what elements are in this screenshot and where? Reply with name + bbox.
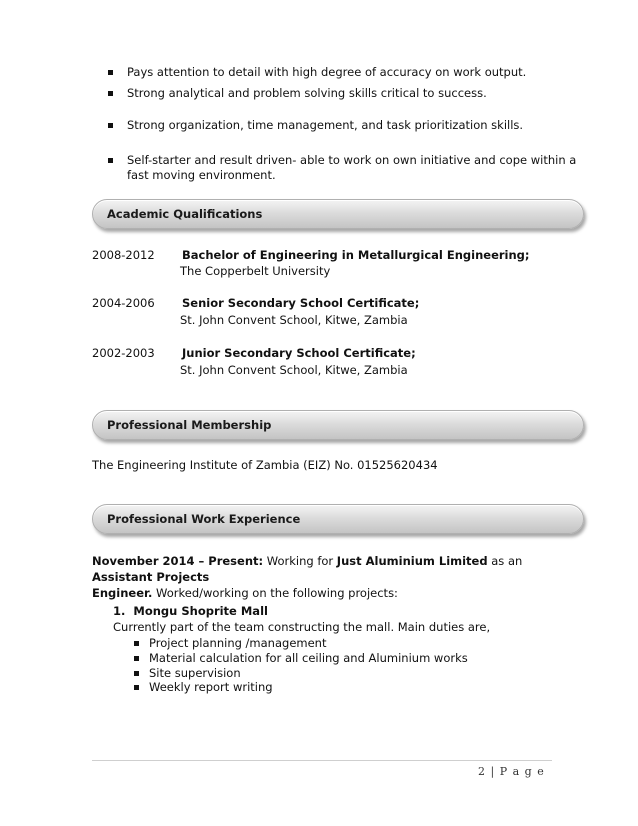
education-title: Junior Secondary School Certificate; bbox=[182, 346, 416, 360]
duty-item bbox=[134, 666, 241, 681]
skill-text: Pays attention to detail with high degree of accuracy on work output. bbox=[127, 65, 527, 79]
section-title: Professional Membership bbox=[107, 418, 272, 432]
experience-text: as an bbox=[487, 554, 523, 568]
skill-text: Strong organization, time management, and task prioritization skills. bbox=[127, 118, 524, 132]
page-number: 2 | P a g e bbox=[478, 765, 545, 778]
skill-text: Self-starter and result driven- able to work on own initiative and cope within a bbox=[127, 153, 577, 167]
experience-text: Working for bbox=[263, 554, 337, 568]
section-title: Professional Work Experience bbox=[107, 512, 301, 526]
experience-period: November 2014 – Present: bbox=[92, 554, 264, 568]
bullet-square-icon bbox=[108, 158, 113, 163]
bullet-square-icon bbox=[134, 685, 139, 690]
bullet-square-icon bbox=[134, 641, 139, 646]
membership-text: The Engineering Institute of Zambia (EIZ) No. 01525620434 bbox=[92, 458, 438, 472]
section-title: Academic Qualifications bbox=[107, 207, 263, 221]
project-heading bbox=[113, 604, 268, 618]
duty-item bbox=[134, 636, 326, 651]
project-number: 1. bbox=[113, 604, 126, 618]
duty-text: Material calculation for all ceiling and Aluminium works bbox=[149, 651, 468, 665]
skill-item bbox=[108, 65, 526, 80]
duty-item bbox=[134, 680, 273, 695]
skill-item bbox=[108, 86, 487, 101]
project-name: Mongu Shoprite Mall bbox=[133, 604, 268, 618]
job-role-continued: Engineer. bbox=[92, 586, 153, 600]
section-header-academic bbox=[92, 199, 584, 229]
bullet-square-icon bbox=[108, 123, 113, 128]
bullet-square-icon bbox=[108, 91, 113, 96]
education-institution: St. John Convent School, Kitwe, Zambia bbox=[180, 313, 408, 327]
education-institution: The Copperbelt University bbox=[180, 264, 331, 278]
skill-item bbox=[108, 118, 523, 133]
duty-text: Site supervision bbox=[149, 666, 241, 680]
duty-text: Project planning /management bbox=[149, 636, 327, 650]
section-header-experience bbox=[92, 504, 584, 534]
bullet-square-icon bbox=[134, 656, 139, 661]
duty-text: Weekly report writing bbox=[149, 680, 273, 694]
project-description: Currently part of the team constructing the mall. Main duties are, bbox=[113, 620, 491, 634]
education-years: 2004-2006 bbox=[92, 296, 155, 310]
section-header-membership bbox=[92, 410, 584, 440]
bullet-square-icon bbox=[134, 671, 139, 676]
education-years: 2002-2003 bbox=[92, 346, 155, 360]
experience-summary bbox=[92, 553, 572, 601]
education-title: Senior Secondary School Certificate; bbox=[182, 296, 420, 310]
skill-text: Strong analytical and problem solving skills critical to success. bbox=[127, 86, 487, 100]
company-name: Just Aluminium Limited bbox=[336, 554, 488, 568]
projects-intro: Worked/working on the following projects: bbox=[152, 586, 398, 600]
bullet-square-icon bbox=[108, 70, 113, 75]
education-title: Bachelor of Engineering in Metallurgical Engineering; bbox=[182, 248, 530, 262]
education-years: 2008-2012 bbox=[92, 248, 155, 262]
job-role: Assistant Projects bbox=[92, 570, 210, 584]
skill-text-continued: fast moving environment. bbox=[127, 168, 276, 182]
duty-item bbox=[134, 651, 468, 666]
education-institution: St. John Convent School, Kitwe, Zambia bbox=[180, 363, 408, 377]
skill-item bbox=[108, 153, 576, 183]
footer-divider bbox=[92, 760, 552, 761]
